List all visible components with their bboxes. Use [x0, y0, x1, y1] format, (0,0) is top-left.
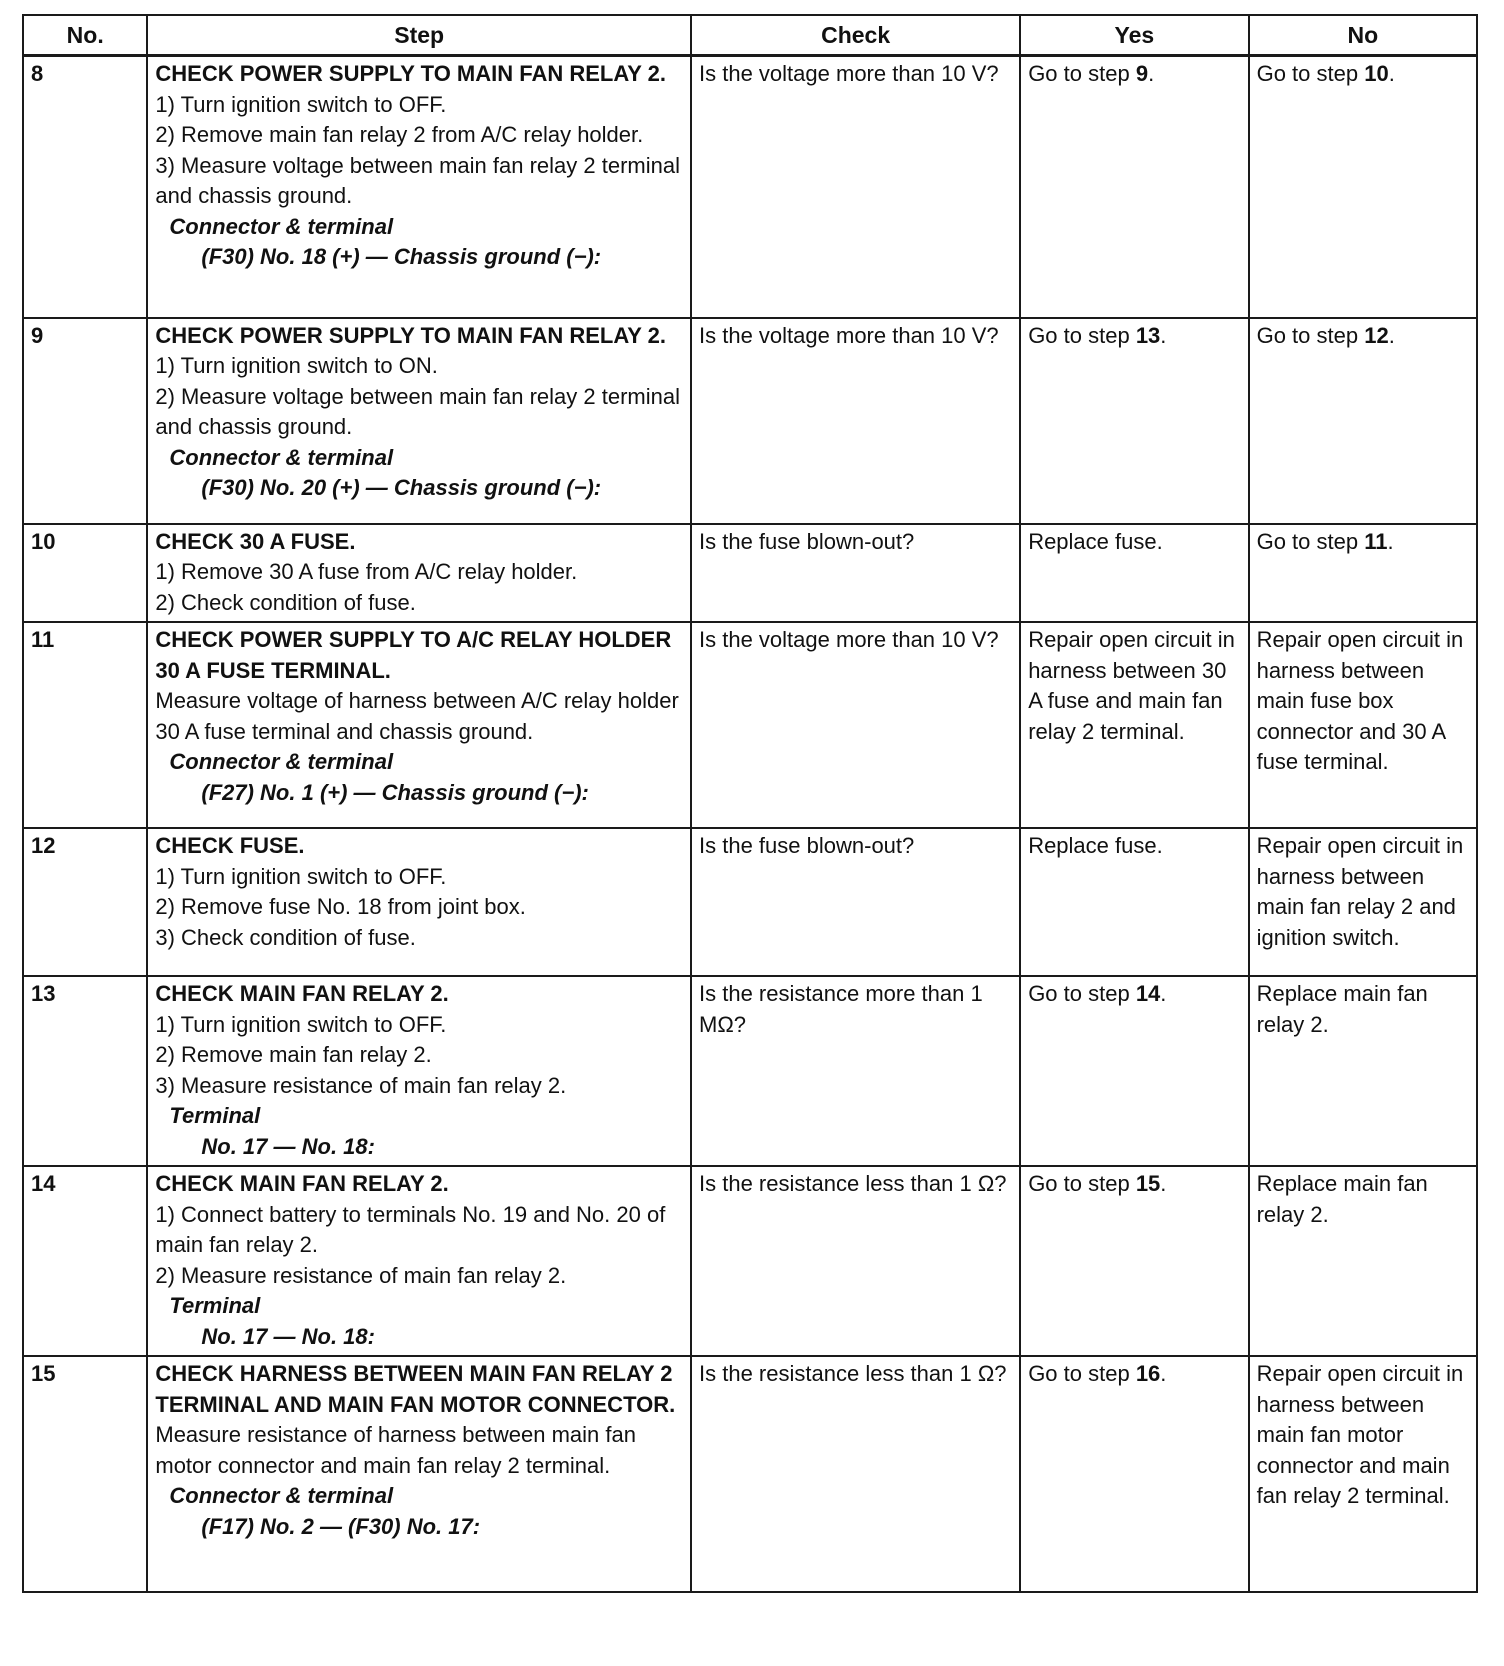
- yes-end: .: [1160, 1171, 1167, 1196]
- no-end: .: [1388, 61, 1395, 86]
- yes-text: Replace fuse.: [1028, 528, 1163, 554]
- spec-label: Connector & terminal: [169, 444, 394, 470]
- yes-cell: [1020, 1166, 1248, 1356]
- no-text: Go to step: [1256, 528, 1365, 554]
- no-text: Repair open circuit in harness between main fuse box connector and 30 A fuse terminal.: [1256, 627, 1464, 774]
- yes-step-ref: 16: [1135, 1361, 1161, 1386]
- spec-label: Connector & terminal: [169, 1483, 394, 1508]
- spec-value: No. 17 — No. 18:: [201, 1133, 375, 1159]
- step-instruction: 1) Turn ignition switch to OFF.: [155, 1011, 447, 1037]
- yes-step-ref: 15: [1135, 1171, 1161, 1196]
- step-title: CHECK MAIN FAN RELAY 2.: [155, 1171, 449, 1196]
- yes-text: Go to step: [1028, 1361, 1136, 1386]
- step-instruction: Measure resistance of harness between main fan motor connector and main fan relay 2 terminal.: [155, 1422, 636, 1478]
- header-no: No.: [23, 15, 147, 56]
- no-cell: [1249, 828, 1477, 976]
- no-cell: [1249, 56, 1477, 318]
- check-cell: Is the fuse blown-out?: [691, 828, 1020, 976]
- step-instruction: 3) Measure voltage between main fan relay 2 terminal and chassis ground.: [155, 152, 680, 208]
- no-text: Repair open circuit in harness between main fan motor connector and main fan relay 2 terminal.: [1256, 1361, 1464, 1508]
- step-cell: [147, 318, 691, 524]
- yes-cell: [1020, 1356, 1248, 1592]
- table-row: [23, 1356, 1477, 1592]
- check-cell: Is the voltage more than 10 V?: [691, 56, 1020, 318]
- table-row: [23, 524, 1477, 623]
- step-number: 12: [23, 828, 147, 976]
- spec-label: Terminal: [169, 1293, 261, 1318]
- spec-label: Terminal: [169, 1103, 261, 1128]
- check-cell: Is the voltage more than 10 V?: [691, 318, 1020, 524]
- header-no-result: No: [1249, 15, 1477, 56]
- step-title: CHECK FUSE.: [155, 833, 305, 858]
- step-title: CHECK HARNESS BETWEEN MAIN FAN RELAY 2 TERMINAL AND MAIN FAN MOTOR CONNECTOR.: [155, 1361, 676, 1417]
- spec-value: (F27) No. 1 (+) — Chassis ground (−):: [201, 779, 589, 805]
- spec-value: (F30) No. 18 (+) — Chassis ground (−):: [201, 244, 602, 269]
- diagnostic-table: [22, 14, 1478, 1593]
- yes-cell: [1020, 56, 1248, 318]
- no-cell: [1249, 622, 1477, 828]
- yes-cell: [1020, 622, 1248, 828]
- step-cell: [147, 56, 691, 318]
- step-instruction: 3) Measure resistance of main fan relay 2.: [155, 1072, 567, 1098]
- no-step-ref: 11: [1364, 528, 1388, 554]
- yes-cell: [1020, 318, 1248, 524]
- yes-text: Repair open circuit in harness between 30 A fuse and main fan relay 2 terminal.: [1028, 627, 1235, 744]
- step-title: CHECK POWER SUPPLY TO MAIN FAN RELAY 2.: [155, 322, 666, 348]
- header-check: Check: [691, 15, 1020, 56]
- step-instruction: 1) Turn ignition switch to OFF.: [155, 863, 447, 889]
- check-cell: Is the resistance more than 1 MΩ?: [691, 976, 1020, 1166]
- step-instruction: 2) Check condition of fuse.: [155, 589, 416, 615]
- step-cell: [147, 524, 691, 623]
- step-cell: [147, 828, 691, 976]
- step-title: CHECK MAIN FAN RELAY 2.: [155, 981, 449, 1006]
- spec-label: Connector & terminal: [169, 749, 394, 774]
- yes-text: Go to step: [1028, 1171, 1136, 1196]
- spec-value: (F17) No. 2 — (F30) No. 17:: [201, 1513, 481, 1539]
- step-cell: [147, 1166, 691, 1356]
- yes-end: .: [1160, 322, 1167, 348]
- step-number: 15: [23, 1356, 147, 1592]
- yes-step-ref: 13: [1135, 322, 1161, 348]
- table-body: [23, 56, 1477, 1593]
- step-number: 10: [23, 524, 147, 623]
- header-yes: Yes: [1020, 15, 1248, 56]
- step-title: CHECK POWER SUPPLY TO MAIN FAN RELAY 2.: [155, 61, 666, 86]
- spec-label: Connector & terminal: [169, 213, 394, 239]
- step-instruction: Measure voltage of harness between A/C relay holder 30 A fuse terminal and chassis ground.: [155, 688, 679, 744]
- check-cell: Is the voltage more than 10 V?: [691, 622, 1020, 828]
- yes-end: .: [1148, 61, 1155, 86]
- yes-cell: [1020, 976, 1248, 1166]
- yes-step-ref: 14: [1135, 981, 1161, 1006]
- no-cell: [1249, 524, 1477, 623]
- check-cell: Is the fuse blown-out?: [691, 524, 1020, 623]
- step-number: 9: [23, 318, 147, 524]
- check-cell: Is the resistance less than 1 Ω?: [691, 1356, 1020, 1592]
- step-number: 8: [23, 56, 147, 318]
- yes-text: Go to step: [1028, 981, 1136, 1006]
- spec-value: No. 17 — No. 18:: [201, 1323, 375, 1349]
- step-cell: [147, 622, 691, 828]
- step-instruction: 1) Turn ignition switch to ON.: [155, 353, 438, 378]
- yes-end: .: [1160, 981, 1167, 1006]
- table-row: [23, 1166, 1477, 1356]
- step-instruction: 2) Measure voltage between main fan relay 2 terminal and chassis ground.: [155, 383, 680, 439]
- yes-cell: [1020, 828, 1248, 976]
- no-text: Go to step: [1256, 61, 1365, 86]
- step-instruction: 1) Connect battery to terminals No. 19 and No. 20 of main fan relay 2.: [155, 1201, 666, 1257]
- step-number: 13: [23, 976, 147, 1166]
- no-step-ref: 12: [1364, 322, 1389, 348]
- no-end: .: [1388, 322, 1395, 348]
- step-instruction: 2) Remove fuse No. 18 from joint box.: [155, 894, 526, 919]
- yes-end: .: [1160, 1361, 1167, 1386]
- step-instruction: 1) Remove 30 A fuse from A/C relay holder.: [155, 559, 578, 584]
- table-row: [23, 622, 1477, 828]
- table-row: [23, 828, 1477, 976]
- table-row: [23, 976, 1477, 1166]
- yes-step-ref: 9: [1135, 61, 1149, 86]
- no-cell: [1249, 976, 1477, 1166]
- yes-text: Replace fuse.: [1028, 833, 1163, 858]
- step-number: 14: [23, 1166, 147, 1356]
- no-cell: [1249, 1356, 1477, 1592]
- no-cell: [1249, 318, 1477, 524]
- no-text: Replace main fan relay 2.: [1256, 981, 1428, 1037]
- yes-cell: [1020, 524, 1248, 623]
- header-step: Step: [147, 15, 691, 56]
- step-instruction: 2) Remove main fan relay 2.: [155, 1042, 432, 1067]
- table-row: [23, 318, 1477, 524]
- step-instruction: 3) Check condition of fuse.: [155, 924, 416, 950]
- step-instruction: 1) Turn ignition switch to OFF.: [155, 91, 447, 117]
- yes-text: Go to step: [1028, 322, 1136, 348]
- no-text: Replace main fan relay 2.: [1256, 1171, 1428, 1227]
- no-text: Repair open circuit in harness between main fan relay 2 and ignition switch.: [1256, 833, 1464, 950]
- step-instruction: 2) Measure resistance of main fan relay 2.: [155, 1262, 567, 1288]
- step-cell: [147, 1356, 691, 1592]
- no-cell: [1249, 1166, 1477, 1356]
- step-title: CHECK POWER SUPPLY TO A/C RELAY HOLDER 30 A FUSE TERMINAL.: [155, 627, 672, 683]
- spec-value: (F30) No. 20 (+) — Chassis ground (−):: [201, 475, 602, 500]
- step-cell: [147, 976, 691, 1166]
- step-instruction: 2) Remove main fan relay 2 from A/C relay holder.: [155, 122, 644, 147]
- table-row: [23, 56, 1477, 318]
- header-row: [23, 15, 1477, 56]
- step-number: 11: [23, 622, 147, 828]
- no-end: .: [1387, 528, 1394, 554]
- no-step-ref: 10: [1364, 61, 1389, 86]
- step-title: CHECK 30 A FUSE.: [155, 528, 356, 554]
- no-text: Go to step: [1256, 322, 1365, 348]
- yes-text: Go to step: [1028, 61, 1136, 86]
- check-cell: Is the resistance less than 1 Ω?: [691, 1166, 1020, 1356]
